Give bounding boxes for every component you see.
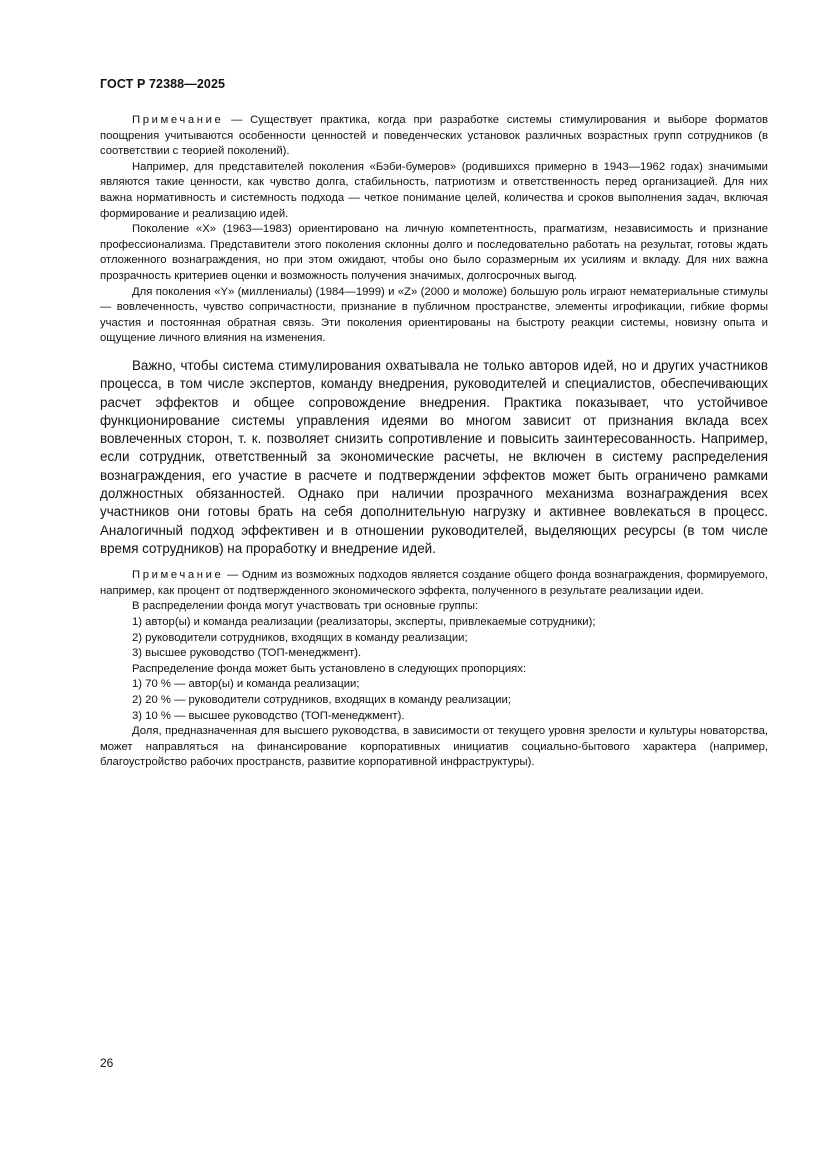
note-label: Примечание	[132, 569, 224, 582]
groups-intro: В распределении фонда могут участвовать три основные группы:	[132, 600, 479, 613]
note-paragraph-baby-boomers: Например, для представителей поколения «Бэби-бумеров» (родившихся примерно в 1943—1962 годах) значимыми являются такие ценности, как чувство долга, стабильность, патриотизм и ответственность перед организацией. Для них важна нормативность и системность подхода — четкое понимание целей, количества и сроков выполнения задач, включая формирование и реализацию идей.	[100, 160, 768, 220]
note-intro-text: — Одним из возможных подходов является создание общего фонда вознаграждения, формируемого, например, как процент от подтвержденного экономического эффекта, полученного в результате реализации идеи.	[100, 569, 768, 597]
closing-paragraph: Доля, предназначенная для высшего руководства, в зависимости от текущего уровня зрелости и культуры новаторства, может направляться на финансирование корпоративных инициатив социально-бытового характера (например, благоустройство рабочих пространств, развитие корпоративной инфраструктуры).	[100, 725, 768, 769]
list-item: 1) 70 % — автор(ы) и команда реализации;	[132, 678, 360, 691]
proportions-intro: Распределение фонда может быть установлено в следующих пропорциях:	[132, 662, 527, 675]
note-paragraph-generation-x: Поколение «X» (1963—1983) ориентировано на личную компетентность, прагматизм, независимость и признание профессионализма. Представители этого поколения склонны долго и последовательно работать на результат, готовы ждать отложенного вознаграждения, но при этом ожидают, чтобы оно было соразмерным их усилиям и вкладу. Для них важна прозрачность критериев оценки и возможность получения значимых, долгосрочных выгод.	[100, 223, 768, 282]
list-item: 2) руководители сотрудников, входящих в команду реализации;	[132, 631, 468, 644]
note-intro-paragraph	[100, 113, 768, 160]
list-item: 2) 20 % — руководители сотрудников, входящих в команду реализации;	[132, 693, 511, 706]
note-intro-text: — Существует практика, когда при разработке системы стимулирования и выборе форматов поощрения учитываются особенности ценностей и поведенческих установок различных возрастных групп сотрудников (в соответствии с теорией поколений).	[100, 114, 768, 158]
document-header: ГОСТ Р 72388—2025	[100, 77, 226, 91]
page-number: 26	[100, 1056, 114, 1070]
list-item: 1) автор(ы) и команда реализации (реализаторы, эксперты, привлекаемые сотрудники);	[132, 615, 596, 628]
main-paragraph: Важно, чтобы система стимулирования охватывала не только авторов идей, но и других участников процесса, в том числе экспертов, команду внедрения, руководителей и специалистов, обеспечивающих расчет эффектов и общее сопровождение внедрения. Практика показывает, что устойчивое функционирование системы управления идеями во многом зависит от признания вклада всех вовлеченных сторон, т. к. позволяет снизить сопротивление и повысить заинтересованность. Например, если сотрудник, ответственный за экономические расчеты, не включен в систему распределения вознаграждения, его участие в расчете и подтверждении эффектов может быть ограничено рамками должностных обязанностей. Однако при наличии прозрачного механизма вознаграждения всех участников они готовы брать на себя дополнительную нагрузку и активнее вовлекаться в процесс. Аналогичный подход эффективен и в отношении руководителей, выделяющих ресурсы (в том числе время сотрудников) на проработку и внедрение идей.	[100, 357, 768, 556]
page-content	[100, 113, 768, 771]
note-reward-fund	[100, 568, 768, 771]
list-item: 3) высшее руководство (ТОП-менеджмент).	[132, 647, 362, 660]
note-label: Примечание	[132, 114, 224, 126]
note-generations	[100, 113, 768, 347]
note-intro-paragraph	[100, 568, 768, 599]
note-paragraph-generation-yz: Для поколения «Y» (миллениалы) (1984—1999) и «Z» (2000 и моложе) большую роль играют нематериальные стимулы — вовлеченность, чувство сопричастности, признание в публичном пространстве, элементы игрофикации, гибкие формы участия и постоянная обратная связь. Эти поколения ориентированы на быстроту реакции системы, новизну опыта и ощущение личного влияния на изменения.	[100, 285, 768, 345]
list-item: 3) 10 % — высшее руководство (ТОП-менеджмент).	[132, 709, 405, 722]
